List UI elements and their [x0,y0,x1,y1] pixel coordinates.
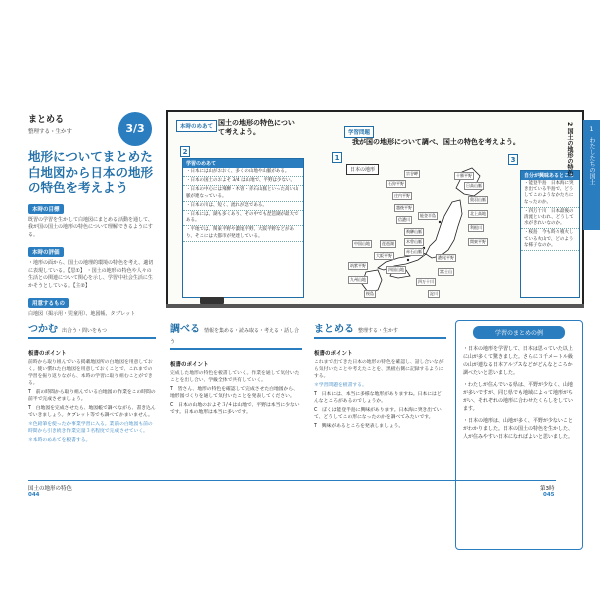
map-label: 琵琶湖 [382,241,394,246]
map-label: 四万十川 [418,279,434,284]
interest-item: ・四万十川 日本最後の清流といわれ、どうして水がきれいなのか。 [521,208,579,230]
unit-tab-number: 1 [589,126,594,133]
board-point-text: これまで出てきた日本の地形の特色を確認し、話し合いながら気付いたことや考えたことを、黒板右側に記録するようにする。 [314,359,444,379]
dialogue-line: T 白地図を完成させたら、地図帳で調べながら、書き込んでいきましょう。タブレット等でも調べてかまいません。 [28,405,156,418]
map-label: 信濃川 [398,217,410,222]
map-label: 中国山地 [354,241,370,246]
aim-text: 国土の地形の特色について考えよう。 [218,119,295,136]
summary-example-item: ・日本の地形は、山地が多く、平野が少ないことがわかりました。日本の国土の特色を生かした、人が住みやすい日本になればよいと思いました。 [463,418,574,440]
goal-tag: 本時の目標 [28,204,64,214]
footer-right-label: 第3時 [540,486,555,492]
dialogue-line: C 日本の山地のおよそ３/４は山地で、平野は本当に少ないです。日本の地形は本当に多いです。 [170,402,300,415]
map-label: 大阪平野 [376,253,392,258]
map-label: 十勝平野 [456,173,472,178]
summary-example-item: ・わたしが住んでいる県は、平野が少なく、山地が多いですが、同じ県でも地域によって地形がちがい、それぞれの地形に合わせたくらしをしています。 [463,382,574,412]
map-label: 関東平野 [470,239,486,244]
board-point-heading: 板書のポイント [28,350,67,357]
learn-item: ・平地では、関東平野や濃尾平野、大阪平野などがあり、そこには大都市が発達している。 [183,226,303,241]
map-label: 桜島 [366,291,374,296]
map-label: 淀川 [430,291,438,296]
dialogue-line: T 皆さん、地形の特色を確認して完成させた白地図から、地形図づくりを通して気付いたことを発表してください。 [170,386,298,399]
goal-text: 既習の学習を生かして白地図にまとめる活動を通して、我が国の国土の地形の特色について理解できるようにする。 [28,216,153,238]
map-label: 濃尾平野 [438,255,454,260]
aim-tag: 本時のめあて [176,120,217,132]
summary-example-title: 学習のまとめの例 [473,326,565,339]
interest-item: ・能登半島 日本海に突き出ている半島で、どうしてこのようなかたちになったのか。 [521,180,579,208]
step-sub: 整理する・生かす [28,129,73,135]
map-label: 庄内平野 [394,193,410,198]
board-point-text: 前時から取り組んでいる掲載地図所の白地図を用意しておく。使い慣れた白地図を用意しておくことで、これまでの学習を振り返りながら、本時の学習に取り組むことができる。 [28,359,153,386]
board-num-1: 1 [332,152,342,163]
column-subtitle: 整理する・生かす [358,328,399,334]
step-badge: 3/3 [118,112,152,146]
dialogue-line: T 前の時間から取り組んでいる白地図の作業をこの時間の前半で完成させましょう。 [28,389,156,402]
board-num-2: 2 [180,146,190,157]
board-num-3: 3 [508,154,518,165]
footer-left [28,484,72,498]
chapter-label [565,122,574,176]
summary-example-item: ・日本の地形を学習して、日本は思っていた以上に山が多くて驚きました。さらに３千メートル級の山が連なる日本アルプスなどがどんなところか調べたいと思いました。 [463,346,574,376]
column-heading [314,320,446,335]
board-point-text: 完成した地形の特色を板書していく。作業を通して気付いたことを出し合い、学級全体で共有していく。 [170,370,300,383]
lesson-summary [28,112,156,319]
chapter-title: 国土の地形の特色 [566,128,573,177]
footer-right [540,484,555,498]
map-label: 筑紫平野 [350,263,366,268]
map-label: 日高山脈 [466,183,482,188]
column-heading [170,320,302,346]
chapter-number: 2 [566,122,573,127]
eval-tag: 本時の評価 [28,247,64,257]
problem-tag: 学習問題 [344,126,374,138]
map-label: 九州山地 [350,277,366,282]
interest-item: ・桜島 今も時々噴火している火山で、どのような様子なのか。 [521,229,579,251]
map-label: 赤石山脈 [406,249,422,254]
spread [28,100,583,500]
column-title: まとめる [314,324,354,335]
footer-rule [28,480,556,481]
column-subtitle: 出合う・問いをもつ [62,328,108,334]
eval-text: ・地形の面から、国土の地理的環境の特色を考え、適切に表現している。【思①】 ・国土の地形の特色や人々の生活との関連について関心を示し、学習中社会生活に生かそうとしている。【主②】 [28,260,154,289]
map-label: 奥羽山脈 [470,197,486,202]
learn-item: ・日本には、湖も多くあり、その中でも琵琶湖が最大である。 [183,211,303,226]
map-label: 木曽山脈 [406,239,422,244]
column-title: 調べる [170,324,200,335]
map-label: 富士山 [440,269,452,274]
column-heading [28,320,156,335]
map-label: 北上高地 [470,211,486,216]
prep-tag: 用意するもの [28,298,69,308]
interest-box [520,170,580,298]
map-label: 飛騨山脈 [406,229,422,234]
learn-tag: 学習のめあて [183,159,303,168]
column-shiraberu [170,320,302,416]
step-label: まとめる [28,115,65,125]
unit-tab-text: わたしたちの国土 [588,137,595,185]
prep-text: 白地図（掲示用・児童用）、地図帳、タブレット [28,311,136,317]
map-label: 能登半島 [420,213,436,218]
map-label: 宗谷岬 [406,171,418,176]
unit-tab [583,120,600,230]
dialogue-line: T 日本には、本当に多様な地形がありますね。日本にはどんなところがあるのでしょうか。 [314,391,442,404]
lesson-title: 地形についてまとめた白地図から日本の地形の特色を考えよう [28,149,154,195]
board-point-heading: 板書のポイント [314,350,353,357]
teacher-note: ＊本時のめあてを板書する。 [28,437,91,443]
eraser-icon [200,297,224,304]
column-tsukamu [28,320,156,444]
learn-item: ・日本には山がおおく、多くの山地や山脈がある。 [183,168,303,177]
map-label: 四国山地 [388,267,404,272]
blackboard [166,110,584,306]
dialogue-line: C ぼくは能登半島に興味があります。日本海に突き出ていて、どうしてこの形になったのかを調べてみたいです。 [314,407,442,420]
dialogue-line: T 興味があるところを発表しましょう。 [314,423,404,429]
map-label: 利根川 [470,225,482,230]
learn-item: ・日本の中心には飛騨・木曽・赤石山脈といった高い山脈が連なっている。 [183,186,303,201]
map-label: 石狩平野 [388,181,404,186]
footer-left-label: 国土の地形の特色 [28,486,73,492]
teacher-note: ＊学習問題を板書する。 [314,382,367,388]
column-matomeru [314,320,446,430]
summary-example-box [455,320,583,550]
learn-item: ・日本の川は、短く、流れが急である。 [183,202,303,211]
interest-tag: 自分が興味あるところ [521,171,579,180]
board-ledge [166,304,584,308]
learn-box [182,158,304,298]
page-number-left: 044 [28,492,40,498]
column-rule [170,348,302,350]
page-number-right: 045 [543,492,555,498]
column-rule [28,337,156,339]
summary-example-body [456,339,582,451]
column-subtitle: 情報を集める・読み取る・考える・話し合う [170,328,300,345]
map-label: 越後平野 [396,205,412,210]
column-rule [314,337,446,339]
board-point-heading: 板書のポイント [170,361,209,368]
teacher-note: ＊色鉛筆を使ったか事業学習に入る。業前の白地図も前の時間から引き続き作業完量３名程度で完成させていく。 [28,421,153,434]
column-title: つかむ [28,324,58,335]
map-heading: 日本の地形 [346,164,379,175]
learn-item: ・日本の国土のおよそ 3/4 は山地で、平野は少ない。 [183,177,303,186]
problem-text: 我が国の地形について調べ、国土の特色を考えよう。 [352,138,520,146]
